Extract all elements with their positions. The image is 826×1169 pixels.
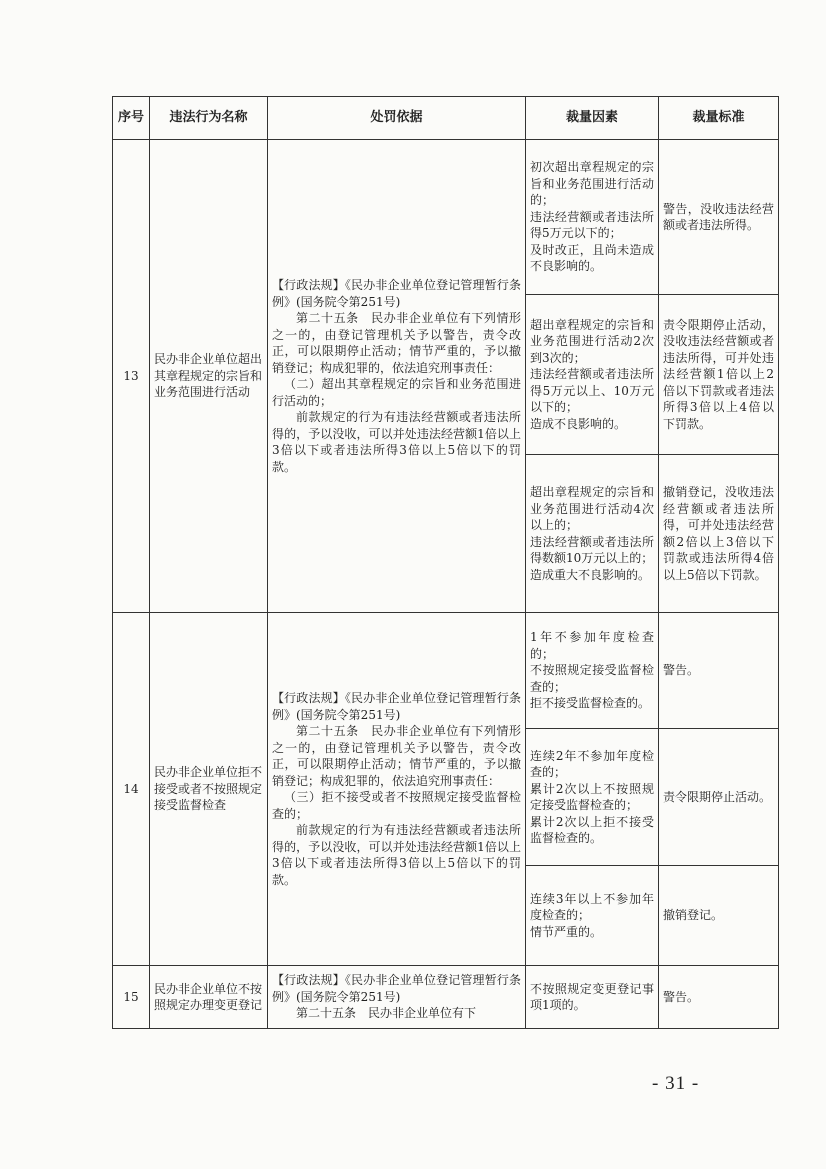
page-number: - 31 - <box>652 1073 700 1094</box>
factor-item: 1年不参加年度检查的； <box>530 630 654 661</box>
factor-item: 违法经营额或者违法所得5万元以下的； <box>530 209 654 241</box>
factor-item: 累计2次以上不按照规定接受监督检查的； <box>530 781 654 812</box>
basis-article: 第二十五条 民办非企业单位有下列情形之一的，由登记管理机关予以警告，责令改正，可以限期停止活动；情节严重的，予以撤销登记；构成犯罪的，依法追究刑事责任： <box>272 724 521 788</box>
header-name: 违法行为名称 <box>150 97 268 140</box>
basis-article: 第二十五条 民办非企业单位有下 <box>296 1006 477 1021</box>
discretion-factor <box>526 295 659 455</box>
factor-item: 超出章程规定的宗旨和业务范围进行活动2次到3次的； <box>530 317 654 365</box>
discretion-standard: 责令限期停止活动，没收违法经营额或者违法所得，可并处违法经营额1倍以上2倍以下罚款或者违法所得3倍以上4倍以下罚款。 <box>659 295 779 455</box>
basis-fine: 前款规定的行为有违法经营额或者违法所得的，予以没收，可以并处违法经营额1倍以上3倍以下或者违法所得3倍以上5倍以下的罚款。 <box>272 410 521 474</box>
discretion-standard: 警告，没收违法经营额或者违法所得。 <box>659 140 779 295</box>
factor-item: 违法经营额或者违法所得数额10万元以上的； <box>530 534 654 565</box>
table-row <box>113 140 779 295</box>
discretion-standard: 警告。 <box>659 613 779 729</box>
factor-item: 造成重大不良影响的。 <box>530 567 651 582</box>
factor-item: 连续3年以上不参加年度检查的； <box>530 891 654 923</box>
discretion-factor <box>526 140 659 295</box>
factor-item: 及时改正，且尚未造成不良影响的。 <box>530 242 654 274</box>
basis-article: 第二十五条 民办非企业单位有下列情形之一的，由登记管理机关予以警告，责令改正，可以限期停止活动；情节严重的，予以撤销登记；构成犯罪的，依法追究刑事责任： <box>272 311 521 375</box>
penalty-basis <box>268 613 526 966</box>
discretion-factor <box>526 866 659 966</box>
header-seq: 序号 <box>113 97 150 140</box>
basis-source: 【行政法规】《民办非企业单位登记管理暂行条例》(国务院令第251号) <box>272 278 521 309</box>
header-basis: 处罚依据 <box>268 97 526 140</box>
violation-name: 民办非企业单位超出其章程规定的宗旨和业务范围进行活动 <box>150 140 268 613</box>
penalty-discretion-table <box>112 96 779 1029</box>
factor-item: 累计2次以上拒不接受监督检查的。 <box>530 814 654 845</box>
discretion-standard: 责令限期停止活动。 <box>659 729 779 866</box>
discretion-factor <box>526 613 659 729</box>
discretion-standard: 撤销登记，没收违法经营额或者违法所得，可并处违法经营额2倍以上3倍以下罚款或违法所得4倍以上5倍以下罚款。 <box>659 455 779 613</box>
discretion-factor <box>526 966 659 1029</box>
factor-item: 连续2年不参加年度检查的； <box>530 748 654 779</box>
discretion-factor <box>526 455 659 613</box>
basis-source: 【行政法规】《民办非企业单位登记管理暂行条例》(国务院令第251号) <box>272 973 521 1004</box>
discretion-factor <box>526 729 659 866</box>
header-factor: 裁量因素 <box>526 97 659 140</box>
factor-item: 初次超出章程规定的宗旨和业务范围进行活动的； <box>530 160 654 208</box>
table-row <box>113 966 779 1029</box>
basis-source: 【行政法规】《民办非企业单位登记管理暂行条例》(国务院令第251号) <box>272 691 521 722</box>
factor-item: 违法经营额或者违法所得5万元以上、10万元以下的； <box>530 367 654 415</box>
header-standard: 裁量标准 <box>659 97 779 140</box>
penalty-basis <box>268 140 526 613</box>
violation-name: 民办非企业单位拒不接受或者不按照规定接受监督检查 <box>150 613 268 966</box>
factor-item: 不按照规定变更登记事项1项的。 <box>530 981 654 1012</box>
factor-item: 超出章程规定的宗旨和业务范围进行活动4次以上的； <box>530 485 654 532</box>
basis-clause: （二）超出其章程规定的宗旨和业务范围进行活动的； <box>272 377 521 408</box>
row-number: 14 <box>113 613 150 966</box>
table-header-row <box>113 97 779 140</box>
factor-item: 造成不良影响的。 <box>530 416 627 431</box>
factor-item: 拒不接受监督检查的。 <box>530 696 651 711</box>
row-number: 15 <box>113 966 150 1029</box>
basis-clause: （三）拒不接受或者不按照规定接受监督检查的； <box>272 790 521 821</box>
violation-name: 民办非企业单位不按照规定办理变更登记 <box>150 966 268 1029</box>
discretion-standard: 警告。 <box>659 966 779 1029</box>
penalty-basis <box>268 966 526 1029</box>
row-number: 13 <box>113 140 150 613</box>
factor-item: 情节严重的。 <box>530 924 603 939</box>
factor-item: 不按照规定接受监督检查的； <box>530 663 654 694</box>
basis-fine: 前款规定的行为有违法经营额或者违法所得的，予以没收，可以并处违法经营额1倍以上3倍以下或者违法所得3倍以上5倍以下的罚款。 <box>272 823 521 887</box>
table-row <box>113 613 779 729</box>
discretion-standard: 撤销登记。 <box>659 866 779 966</box>
